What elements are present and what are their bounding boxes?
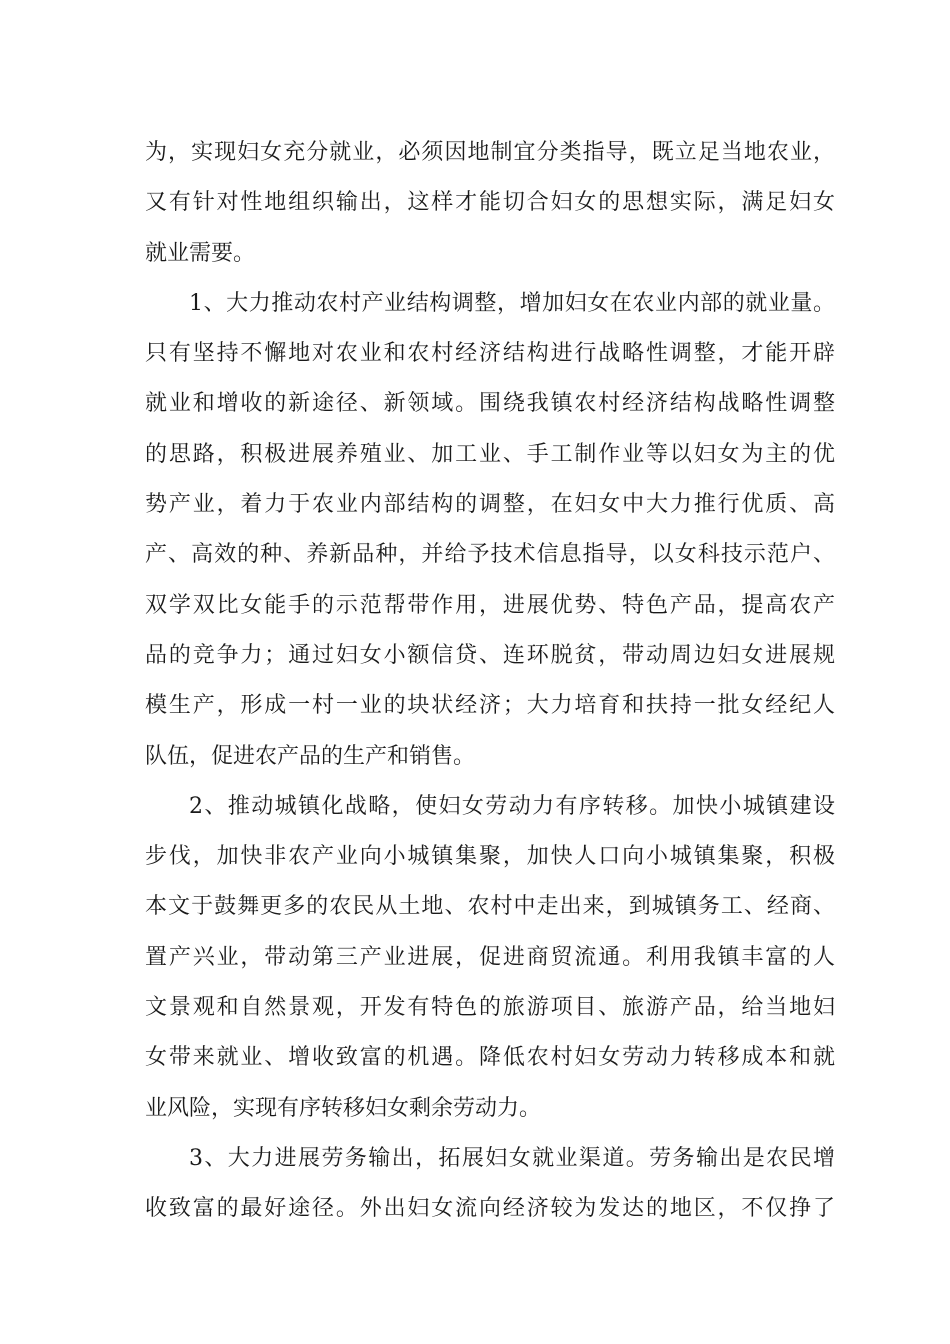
text-line: 队伍，促进农产品的生产和销售。 [145, 743, 476, 769]
text-line: 就业和增收的新途径、新领域。围绕我镇农村经济结构战略性调整 [145, 391, 835, 417]
text-line: 势产业，着力于农业内部结构的调整，在妇女中大力推行优质、高 [145, 492, 835, 518]
text-line: 模生产，形成一村一业的块状经济；大力培育和扶持一批女经纪人 [145, 693, 835, 719]
text-line: 本文于鼓舞更多的农民从土地、农村中走出来，到城镇务工、经商、 [145, 894, 835, 920]
text-line: 收致富的最好途径。外出妇女流向经济较为发达的地区，不仅挣了 [145, 1196, 835, 1222]
text-line: 2、推动城镇化战略，使妇女劳动力有序转移。加快小城镇建设 [189, 793, 835, 819]
text-line: 产、高效的种、养新品种，并给予技术信息指导，以女科技示范户、 [145, 542, 835, 568]
text-line: 品的竞争力；通过妇女小额信贷、连环脱贫，带动周边妇女进展规 [145, 642, 835, 668]
text-line: 为，实现妇女充分就业，必须因地制宜分类指导，既立足当地农业， [145, 140, 835, 165]
text-line: 的思路，积极进展养殖业、加工业、手工制作业等以妇女为主的优 [145, 441, 835, 467]
text-line: 步伐，加快非农产业向小城镇集聚，加快人口向小城镇集聚，积极 [145, 844, 835, 870]
text-line: 只有坚持不懈地对农业和农村经济结构进行战略性调整，才能开辟 [145, 341, 835, 367]
text-line: 双学双比女能手的示范帮带作用，进展优势、特色产品，提高农产 [145, 592, 835, 618]
text-line: 业风险，实现有序转移妇女剩余劳动力。 [145, 1095, 542, 1121]
text-line: 3、大力进展劳务输出，拓展妇女就业渠道。劳务输出是农民增 [189, 1145, 835, 1171]
text-line: 1、大力推动农村产业结构调整，增加妇女在农业内部的就业量。 [189, 290, 835, 316]
text-line: 文景观和自然景观，开发有特色的旅游项目、旅游产品，给当地妇 [145, 995, 835, 1021]
text-line: 又有针对性地组织输出，这样才能切合妇女的思想实际，满足妇女 [145, 190, 835, 216]
text-line: 就业需要。 [145, 240, 256, 266]
text-line: 置产兴业，带动第三产业进展，促进商贸流通。利用我镇丰富的人 [145, 944, 835, 970]
body-text [145, 128, 835, 1235]
text-line: 女带来就业、增收致富的机遇。降低农村妇女劳动力转移成本和就 [145, 1045, 835, 1071]
